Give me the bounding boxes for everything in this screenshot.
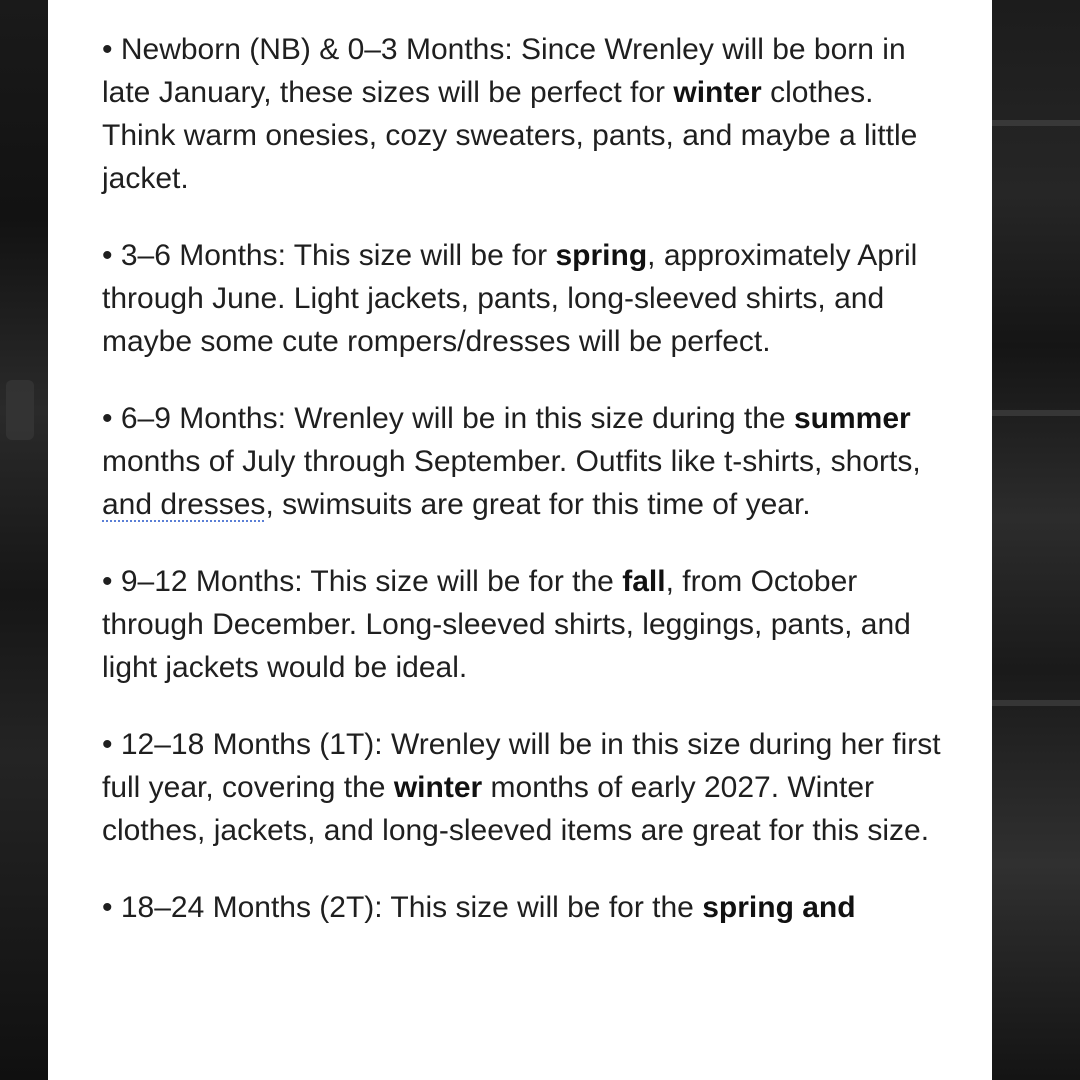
list-item-newborn: [102, 28, 942, 200]
list-item-12-18-months: [102, 723, 942, 852]
item-text: • 3–6 Months: This size will be for: [102, 239, 556, 272]
item-text: • Newborn (NB) & 0–3 Months: Since Wrenley will be born in late January, these sizes will be perfect for: [102, 33, 906, 109]
grammar-suggestion[interactable]: and dresses: [102, 488, 266, 521]
item-text: clothes. Think warm onesies, cozy sweaters, pants, and maybe a little jacket.: [102, 76, 918, 195]
season-bold: spring and: [702, 891, 856, 924]
background-shelf: [992, 120, 1080, 126]
item-text: , from October through December. Long-sleeved shirts, leggings, pants, and light jackets would be ideal.: [102, 565, 911, 684]
item-text: • 9–12 Months: This size will be for the: [102, 565, 623, 598]
background-shelf: [992, 700, 1080, 706]
item-text: • 12–18 Months (1T): Wrenley will be in this size during her first full year, covering the: [102, 728, 941, 804]
size-guide-list: [102, 28, 942, 963]
background-right-blurred: [992, 0, 1080, 1080]
list-item-6-9-months: [102, 397, 942, 526]
item-text: months of July through September. Outfits like t-shirts, shorts,: [102, 445, 921, 478]
item-text: months of early 2027. Winter clothes, jackets, and long-sleeved items are great for this size.: [102, 771, 930, 847]
season-bold: summer: [793, 402, 911, 435]
background-left-blurred: [0, 0, 48, 1080]
season-bold: winter: [673, 76, 762, 109]
text-panel: [48, 0, 992, 1080]
list-item-3-6-months: [102, 234, 942, 363]
list-item-18-24-months: [102, 886, 942, 929]
list-item-9-12-months: [102, 560, 942, 689]
item-text: , swimsuits are great for this time of year.: [265, 488, 811, 521]
background-shelf: [992, 410, 1080, 416]
item-text: • 18–24 Months (2T): This size will be for the: [102, 891, 703, 924]
season-bold: fall: [622, 565, 666, 598]
item-text: • 6–9 Months: Wrenley will be in this size during the: [102, 402, 794, 435]
season-bold: winter: [393, 771, 483, 804]
item-text: , approximately April through June. Light jackets, pants, long-sleeved shirts, and maybe some cute rompers/dresses will be perfect.: [102, 239, 918, 358]
season-bold: spring: [555, 239, 648, 272]
